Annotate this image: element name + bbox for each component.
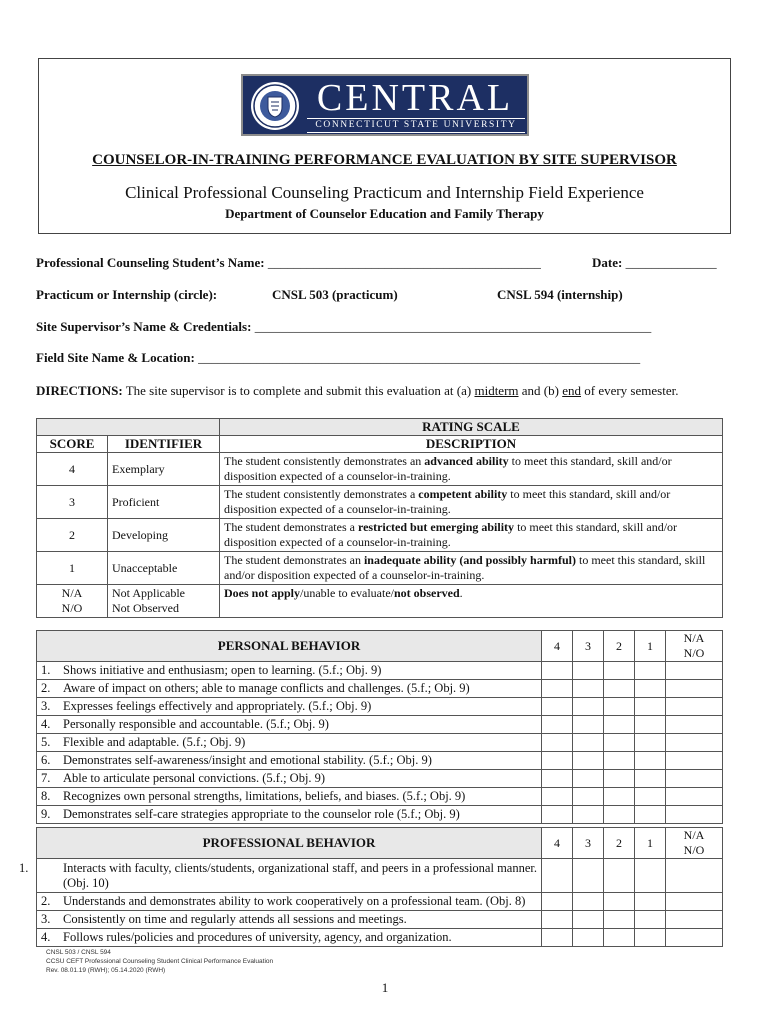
rating-cell[interactable] [635,788,666,806]
rating-col-na: N/A N/O [666,828,723,859]
table-row [37,680,723,698]
supervisor-label: Site Supervisor’s Name & Credentials: [36,319,252,334]
rating-identifier-na: Not Applicable Not Observed [108,585,220,618]
rating-cell[interactable] [542,770,573,788]
directions-text-3: of every semester. [580,383,679,398]
item-text: 4. Personally responsible and accountable. (5.f.; Obj. 9) [37,716,542,734]
personal-behavior-table [36,630,723,824]
rating-scale-table [36,418,723,618]
item-text: 1. Shows initiative and enthusiasm; open to learning. (5.f.; Obj. 9) [37,662,542,680]
option-practicum[interactable]: CNSL 503 (practicum) [272,287,398,302]
rating-cell[interactable] [604,788,635,806]
student-name-line[interactable]: __________________________________________ [267,255,541,270]
rating-cell[interactable] [666,752,723,770]
rating-cell[interactable] [604,662,635,680]
rating-cell[interactable] [666,788,723,806]
rating-description: The student consistently demonstrates an advanced ability to meet this standard, skill and/or disposition expected of a counselor-in-training. [220,453,723,486]
rating-cell[interactable] [542,788,573,806]
rating-col-na: N/A N/O [666,631,723,662]
rating-cell[interactable] [604,734,635,752]
site-label: Field Site Name & Location: [36,350,195,365]
rating-cell[interactable] [604,929,635,947]
table-row [37,893,723,911]
rating-scale-title: RATING SCALE [220,419,723,436]
rating-description-na: Does not apply/unable to evaluate/not observed. [220,585,723,618]
rating-cell[interactable] [666,662,723,680]
item-text: 4. Follows rules/policies and procedures of university, agency, and organization. [37,929,542,947]
rating-identifier: Proficient [108,486,220,519]
item-text: 7. Able to articulate personal convictions. (5.f.; Obj. 9) [37,770,542,788]
rating-cell[interactable] [635,680,666,698]
directions-text-1: The site supervisor is to complete and submit this evaluation at (a) [122,383,475,398]
item-text: 2. Understands and demonstrates ability to work cooperatively on a professional team. (Obj. 8) [37,893,542,911]
rating-cell[interactable] [573,770,604,788]
rating-identifier: Unacceptable [108,552,220,585]
table-row [37,770,723,788]
rating-cell[interactable] [604,770,635,788]
rating-cell[interactable] [635,929,666,947]
rating-cell[interactable] [635,734,666,752]
rating-cell[interactable] [666,734,723,752]
footer-line-1: CNSL 503 / CNSL 594 [46,949,111,956]
directions-label: DIRECTIONS: [36,383,123,398]
directions [36,383,678,399]
rating-cell[interactable] [542,716,573,734]
item-text: 8. Recognizes own personal strengths, limitations, beliefs, and biases. (5.f.; Obj. 9) [37,788,542,806]
item-text: 2. Aware of impact on others; able to manage conflicts and challenges. (5.f.; Obj. 9) [37,680,542,698]
item-text: 3. Expresses feelings effectively and appropriately. (5.f.; Obj. 9) [37,698,542,716]
directions-end: end [562,383,581,398]
rating-cell[interactable] [604,806,635,824]
rating-cell[interactable] [542,680,573,698]
rating-description: The student consistently demonstrates a competent ability to meet this standard, skill and/or disposition expected of a counselor-in-training. [220,486,723,519]
rating-cell[interactable] [604,859,635,893]
rating-cell[interactable] [666,929,723,947]
site-field[interactable] [36,350,640,366]
rating-cell[interactable] [666,859,723,893]
personal-behavior-title: PERSONAL BEHAVIOR [37,631,542,662]
rating-identifier: Exemplary [108,453,220,486]
table-row [37,698,723,716]
item-text: 6. Demonstrates self-awareness/insight and emotional stability. (5.f.; Obj. 9) [37,752,542,770]
table-row [37,752,723,770]
rating-description: The student demonstrates an inadequate ability (and possibly harmful) to meet this standard, skill and/or disposition expected of a counselor-in-training. [220,552,723,585]
rating-cell[interactable] [573,734,604,752]
rating-cell[interactable] [573,806,604,824]
department-title: Department of Counselor Education and Family Therapy [225,206,544,221]
rating-cell[interactable] [666,716,723,734]
item-text: 1. Interacts with faculty, clients/students, organizational staff, and peers in a professional manner. (Obj. 10) [37,859,542,893]
rating-row [37,486,723,519]
rating-description: The student demonstrates a restricted but emerging ability to meet this standard, skill and/or disposition expected of a counselor-in-training. [220,519,723,552]
table-row [37,911,723,929]
rating-cell[interactable] [542,859,573,893]
rating-col-2: 2 [604,828,635,859]
supervisor-line[interactable]: _____________________________________________________________ [254,319,652,334]
university-seal-icon [249,80,301,132]
rating-row [37,552,723,585]
table-row [37,662,723,680]
rating-cell[interactable] [635,716,666,734]
rating-col-3: 3 [573,828,604,859]
date-line[interactable]: ______________ [625,255,717,270]
rating-col-1: 1 [635,828,666,859]
rating-cell[interactable] [635,698,666,716]
rating-cell[interactable] [604,911,635,929]
rating-row [37,519,723,552]
rating-cell[interactable] [573,752,604,770]
rating-cell[interactable] [604,698,635,716]
rating-cell[interactable] [542,911,573,929]
description-header: DESCRIPTION [220,436,723,453]
rating-cell[interactable] [542,698,573,716]
table-row [37,929,723,947]
rating-cell[interactable] [635,859,666,893]
rating-cell[interactable] [635,752,666,770]
rating-col-1: 1 [635,631,666,662]
rating-score-na: N/A N/O [37,585,108,618]
logo-wordmark: CENTRAL [316,77,514,119]
practicum-label: Practicum or Internship (circle): [36,287,218,302]
rating-score: 2 [37,519,108,552]
rating-cell[interactable] [666,893,723,911]
rating-cell[interactable] [604,716,635,734]
rating-cell[interactable] [542,806,573,824]
student-name-field[interactable] [36,255,541,271]
rating-cell[interactable] [542,662,573,680]
table-row [37,716,723,734]
professional-behavior-title: PROFESSIONAL BEHAVIOR [37,828,542,859]
directions-midterm: midterm [474,383,519,398]
footer [46,948,273,975]
rating-cell[interactable] [542,752,573,770]
rating-cell[interactable] [573,929,604,947]
score-header: SCORE [37,436,108,453]
date-label: Date: [592,255,623,270]
identifier-header: IDENTIFIER [108,436,220,453]
item-text: 5. Flexible and adaptable. (5.f.; Obj. 9) [37,734,542,752]
rating-score: 3 [37,486,108,519]
rating-cell[interactable] [573,680,604,698]
rating-scale-blank [37,419,220,436]
footer-line-2: CCSU CEFT Professional Counseling Student Clinical Performance Evaluation [46,958,274,965]
rating-cell[interactable] [573,788,604,806]
rating-cell[interactable] [666,770,723,788]
rating-col-2: 2 [604,631,635,662]
rating-score: 4 [37,453,108,486]
rating-cell[interactable] [573,911,604,929]
rating-cell[interactable] [635,911,666,929]
item-text: 9. Demonstrates self-care strategies appropriate to the counselor role (5.f.; Obj. 9) [37,806,542,824]
rating-col-4: 4 [542,828,573,859]
logo-subline: CONNECTICUT STATE UNIVERSITY [307,118,525,133]
rating-cell[interactable] [635,893,666,911]
directions-text-2: and (b) [518,383,563,398]
professional-behavior-table [19,827,723,947]
rating-col-3: 3 [573,631,604,662]
rating-cell[interactable] [542,734,573,752]
rating-cell[interactable] [573,893,604,911]
page-number: 1 [381,980,389,995]
rating-cell[interactable] [573,859,604,893]
rating-cell[interactable] [604,893,635,911]
rating-cell[interactable] [573,698,604,716]
rating-cell[interactable] [666,680,723,698]
rating-score: 1 [37,552,108,585]
rating-col-4: 4 [542,631,573,662]
rating-cell[interactable] [635,770,666,788]
option-internship[interactable]: CNSL 594 (internship) [497,287,623,302]
rating-cell[interactable] [604,752,635,770]
supervisor-field[interactable] [36,319,651,335]
rating-cell[interactable] [542,929,573,947]
rating-cell[interactable] [604,680,635,698]
rating-cell[interactable] [666,806,723,824]
site-line[interactable]: ____________________________________________________________________ [198,350,641,365]
table-row [37,788,723,806]
rating-cell[interactable] [635,662,666,680]
subtitle: Clinical Professional Counseling Practicum and Internship Field Experience [125,183,644,202]
rating-row-na [37,585,723,618]
rating-cell[interactable] [573,662,604,680]
rating-cell[interactable] [542,893,573,911]
date-field[interactable] [592,255,717,271]
table-row [37,806,723,824]
rating-cell[interactable] [666,698,723,716]
rating-cell[interactable] [666,911,723,929]
rating-identifier: Developing [108,519,220,552]
item-text: 3. Consistently on time and regularly attends all sessions and meetings. [37,911,542,929]
rating-cell[interactable] [635,806,666,824]
university-logo [241,74,529,136]
footer-line-3: Rev. 08.01.19 (RWH); 05.14.2020 (RWH) [46,967,166,974]
table-row [37,859,723,893]
rating-row [37,453,723,486]
table-row [37,734,723,752]
student-name-label: Professional Counseling Student’s Name: [36,255,265,270]
rating-cell[interactable] [573,716,604,734]
main-title: COUNSELOR-IN-TRAINING PERFORMANCE EVALUATION BY SITE SUPERVISOR [92,152,677,168]
